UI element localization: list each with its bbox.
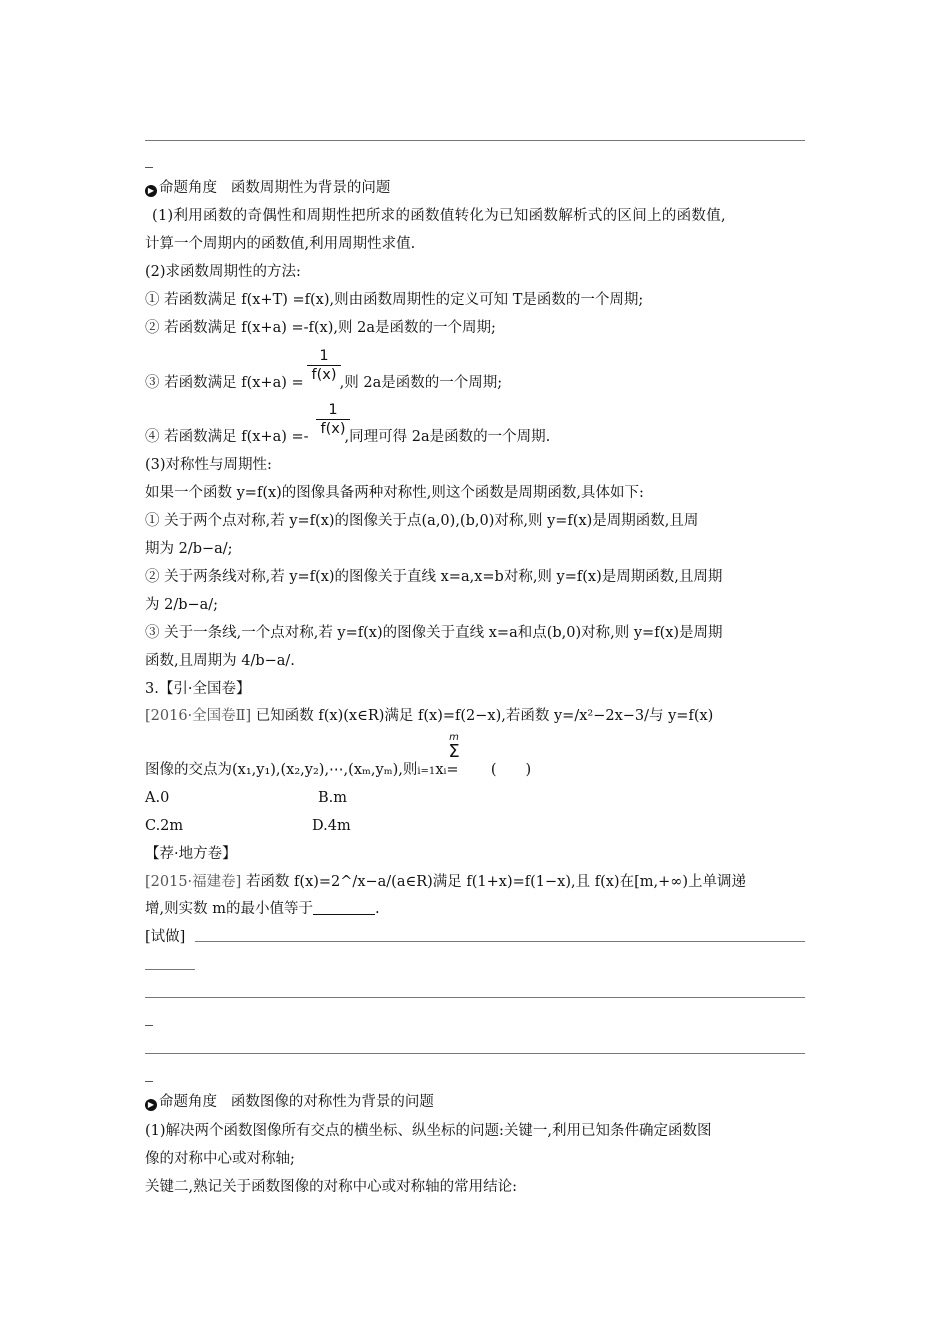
option-a: A.0 [145,790,170,806]
recommend-stem-line2: 增,则实数 m的最小值等于 . [145,901,380,917]
answer-line-top [145,140,805,141]
trial-line-3-tail [145,1081,153,1082]
fraction-denominator: f(x) [320,421,346,437]
problem3-heading: 3.【引·全国卷】 [145,681,251,697]
option-b: B.m [318,790,348,806]
symmetry-1-line1: ① 关于两个点对称,若 y=f(x)的图像关于点(a,0),(b,0)对称,则 y=f(x)是周期函数,且周 [145,513,699,529]
trial-label: [试做] [145,929,186,945]
summation-symbol: m Σ [448,732,460,762]
section1-p1-line2: 计算一个周期内的函数值,利用周期性求值. [145,236,416,252]
trial-line-2[interactable] [145,997,805,998]
symmetry-2-line2: 为 2/b−a/; [145,597,219,613]
section2-p1-line2: 像的对称中心或对称轴; [145,1151,295,1167]
section1-p1-line1: (1)利用函数的奇偶性和周期性把所求的函数值转化为已知函数解析式的区间上的函数值, [152,208,726,224]
section1-p3-intro: 如果一个函数 y=f(x)的图像具备两种对称性,则这个函数是周期函数,具体如下: [145,485,644,501]
trial-line-1[interactable] [195,941,805,942]
section1-header: ▶ 命题角度 函数周期性为背景的问题 [145,179,390,197]
section1-p2: (2)求函数周期性的方法: [145,264,301,280]
answer-blank[interactable] [313,902,375,915]
fraction-numerator: 1 [319,348,329,364]
section2-p2: 关键二,熟记关于函数图像的对称中心或对称轴的常用结论: [145,1179,517,1195]
play-bullet-icon: ▶ [145,185,157,197]
recommend-heading: 【荐·地方卷】 [145,846,237,862]
fraction-bar [316,419,350,420]
section1-p3: (3)对称性与周期性: [145,457,272,473]
method-2: ② 若函数满足 f(x+a) =-f(x),则 2a是函数的一个周期; [145,320,496,336]
option-d: D.4m [312,818,351,834]
symmetry-2-line1: ② 关于两条线对称,若 y=f(x)的图像关于直线 x=a,x=b对称,则 y=f(x)是周期函数,且周期 [145,569,723,585]
fraction-numerator: 1 [328,402,338,418]
answer-line-top-tail [145,167,153,168]
method-3: ③ 若函数满足 f(x+a) = ,则 2a是函数的一个周期; [145,375,503,391]
problem3-source: [2016·全国卷Ⅱ] [145,708,252,724]
problem3-stem-line1: [2016·全国卷Ⅱ] 已知函数 f(x)(x∈R)满足 f(x)=f(2−x),若函数 y=/x²−2x−3/与 y=f(x) [145,708,714,724]
option-c: C.2m [145,818,184,834]
trial-line-2-tail [145,1025,153,1026]
fraction-denominator: f(x) [311,367,337,383]
symmetry-3-line1: ③ 关于一条线,一个点对称,若 y=f(x)的图像关于直线 x=a和点(b,0)对称,则 y=f(x)是周期 [145,625,723,641]
symmetry-1-line2: 期为 2/b−a/; [145,541,233,557]
section2-p1-line1: (1)解决两个函数图像所有交点的横坐标、纵坐标的问题:关键一,利用已知条件确定函数图 [145,1123,712,1139]
section2-header: ▶ 命题角度 函数图像的对称性为背景的问题 [145,1093,434,1111]
recommend-stem-line1: [2015·福建卷] 若函数 f(x)=2^/x−a/(a∈R)满足 f(1+x)=f(1−x),且 f(x)在[m,+∞)上单调递 [145,874,746,890]
method-1: ① 若函数满足 f(x+T) =f(x),则由函数周期性的定义可知 T是函数的一个周期; [145,292,644,308]
problem3-stem-line2: 图像的交点为(x₁,y₁),(x₂,y₂),⋯,(xₘ,yₘ),则i=1xᵢ= ( ) [145,762,532,778]
symmetry-3-line2: 函数,且周期为 4/b−a/. [145,653,295,669]
trial-line-3[interactable] [145,1053,805,1054]
fraction-bar [307,365,341,366]
recommend-source: [2015·福建卷] [145,874,242,890]
method-4: ④ 若函数满足 f(x+a) =- ,同理可得 2a是函数的一个周期. [145,429,551,445]
answer-paren: ( ) [490,762,532,778]
play-bullet-icon: ▶ [145,1099,157,1111]
trial-line-1-tail [145,969,195,970]
